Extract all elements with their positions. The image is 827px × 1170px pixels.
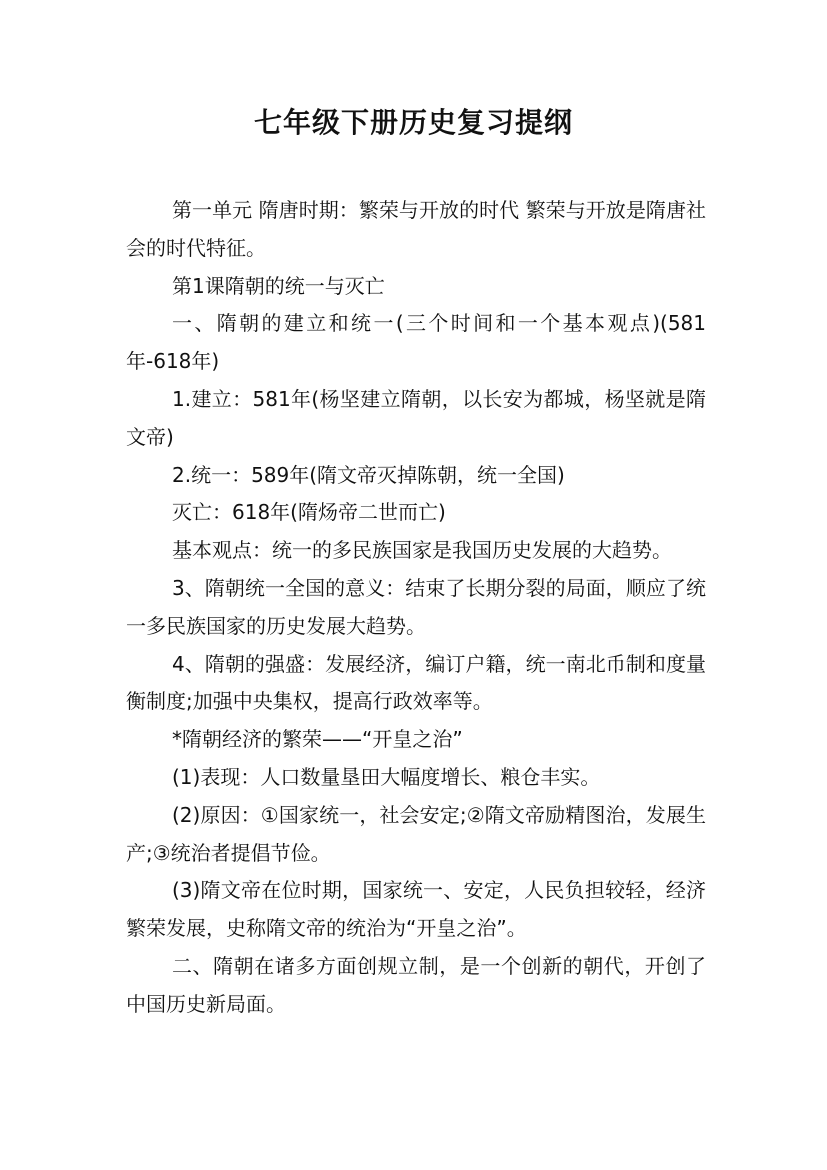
paragraph: (2)原因：①国家统一，社会安定;②隋文帝励精图治，发展生产;③统治者提倡节俭。 bbox=[126, 802, 706, 865]
paragraph: (3)隋文帝在位时期，国家统一、安定，人民负担较轻，经济繁荣发展，史称隋文帝的统治为“开皇之治”。 bbox=[126, 878, 706, 941]
paragraph: 第1课隋朝的统一与灭亡 bbox=[172, 273, 385, 298]
paragraph: 灭亡：618年(隋炀帝二世而亡) bbox=[172, 500, 446, 525]
paragraph: 第一单元 隋唐时期：繁荣与开放的时代 繁荣与开放是隋唐社会的时代特征。 bbox=[126, 198, 706, 260]
document-body bbox=[126, 192, 706, 1024]
document-title: 七年级下册历史复习提纲 bbox=[253, 106, 573, 139]
paragraph: *隋朝经济的繁荣——“开皇之治” bbox=[172, 727, 463, 752]
paragraph: 2.统一：589年(隋文帝灭掉陈朝，统一全国) bbox=[172, 462, 565, 487]
paragraph: 4、隋朝的强盛：发展经济，编订户籍，统一南北币制和度量衡制度;加强中央集权，提高行政效率等。 bbox=[126, 651, 706, 714]
paragraph: 3、隋朝统一全国的意义：结束了长期分裂的局面，顺应了统一多民族国家的历史发展大趋势。 bbox=[126, 575, 706, 638]
paragraph: 一、隋朝的建立和统一(三个时间和一个基本观点)(581年-618年) bbox=[126, 311, 706, 374]
paragraph: 基本观点：统一的多民族国家是我国历史发展的大趋势。 bbox=[172, 538, 672, 563]
paragraph: (1)表现：人口数量垦田大幅度增长、粮仓丰实。 bbox=[172, 764, 601, 789]
paragraph: 1.建立：581年(杨坚建立隋朝，以长安为都城，杨坚就是隋文帝) bbox=[126, 386, 706, 449]
paragraph: 二、隋朝在诸多方面创规立制，是一个创新的朝代，开创了中国历史新局面。 bbox=[126, 953, 706, 1016]
